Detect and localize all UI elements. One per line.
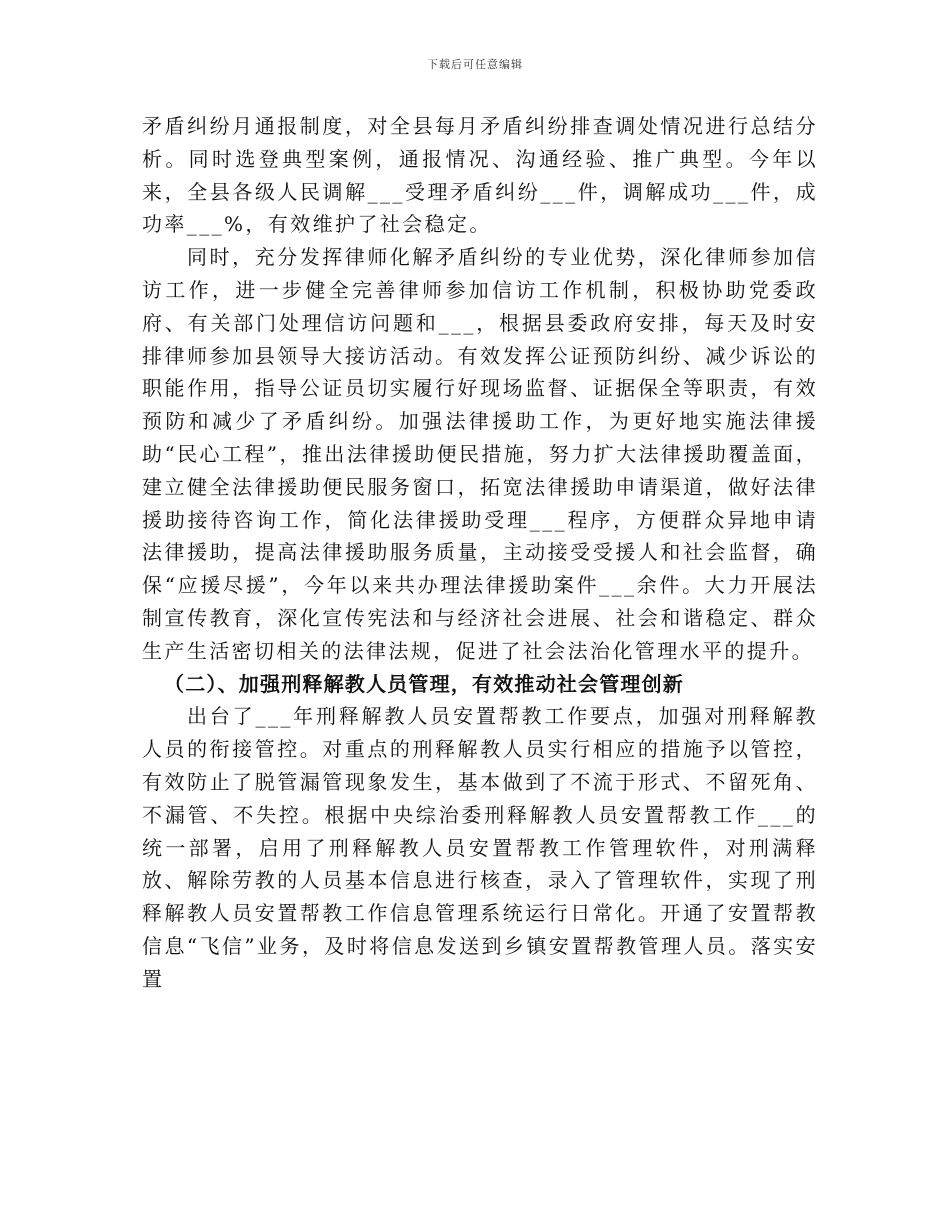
section-heading: （二）、加强刑释解教人员管理，有效推动社会管理创新 [164,671,684,696]
paragraph-released-persons: 出台了___年刑释解教人员安置帮教工作要点，加强对刑释解教人员的衔接管控。对重点的刑释解教人员实行相应的措施予以管控，有效防止了脱管漏管现象发生，基本做到了不流于形式、不留死角、不漏管、不失控。根据中央综治委刑释解教人员安置帮教工作___的统一部署，启用了刑释解教人员安置帮教工作管理软件，对刑满释放、解除劳教的人员基本信息进行核查，录入了管理软件，实现了刑释解教人员安置帮教工作信息管理系统运行日常化。开通了安置帮教信息“飞信”业务，及时将信息发送到乡镇安置帮教管理人员。落实安置 [142,704,818,991]
page-header: 下载后可任意编辑 [427,58,523,71]
document-body [142,110,818,996]
paragraph-continuation: 矛盾纠纷月通报制度，对全县每月矛盾纠纷排查调处情况进行总结分析。同时选登典型案例，通报情况、沟通经验、推广典型。今年以来，全县各级人民调解___受理矛盾纠纷___件，调解成功___件，成功率___%，有效维护了社会稳定。 [142,114,818,237]
paragraph-legal-services: 同时，充分发挥律师化解矛盾纠纷的专业优势，深化律师参加信访工作，进一步健全完善律师参加信访工作机制，积极协助党委政府、有关部门处理信访问题和___，根据县委政府安排，每天及时安排律师参加县领导大接访活动。有效发挥公证预防纠纷、减少诉讼的职能作用，指导公证员切实履行好现场监督、证据保全等职责，有效预防和减少了矛盾纠纷。加强法律援助工作，为更好地实施法律援助“民心工程”，推出法律援助便民措施，努力扩大法律援助覆盖面，建立健全法律援助便民服务窗口，拓宽法律援助申请渠道，做好法律援助接待咨询工作，简化法律援助受理___程序，方便群众异地申请法律援助，提高法律援助服务质量，主动接受受援人和社会监督，确保“应援尽援”，今年以来共办理法律援助案件___余件。大力开展法制宣传教育，深化宣传宪法和与经济社会进展、社会和谐稳定、群众生产生活密切相关的法律法规，促进了社会法治化管理水平的提升。 [142,245,818,663]
